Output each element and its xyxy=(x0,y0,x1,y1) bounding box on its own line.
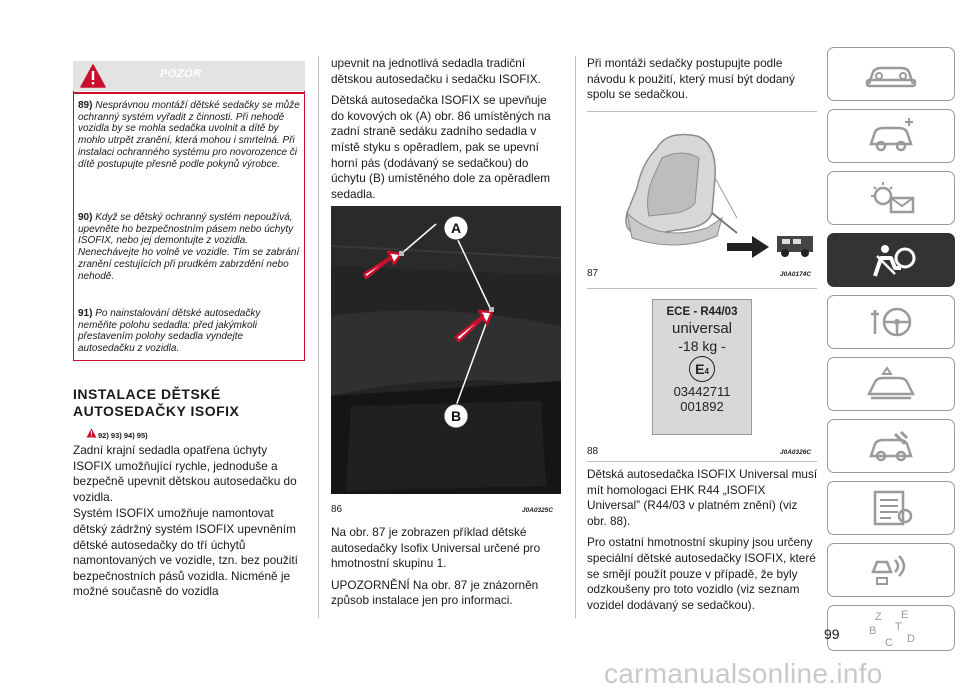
column-2-text xyxy=(331,56,563,208)
watermark: carmanualsonline.info xyxy=(604,658,883,689)
figure-87-number: 87 xyxy=(587,268,599,279)
paragraph: upevnit na jednotlivá sedadla tradiční dětskou autosedačku i sedačku ISOFIX. xyxy=(331,56,541,86)
figure-88-code: J0A0326C xyxy=(780,449,812,456)
svg-text:T: T xyxy=(895,621,902,633)
maintenance-icon[interactable] xyxy=(827,419,955,473)
steering-starting-icon[interactable] xyxy=(827,295,955,349)
page-number: 99 xyxy=(824,626,840,642)
figure-86-code: J0A0325C xyxy=(522,507,554,514)
child-seat-illustration xyxy=(587,118,817,258)
warning-title: POZOR xyxy=(160,68,202,80)
label-weight: -18 kg - xyxy=(678,338,726,354)
label-standard: ECE - R44/03 xyxy=(666,306,738,318)
column-divider xyxy=(318,56,319,618)
section-heading: INSTALACE DĚTSKÉ AUTOSEDAČKY ISOFIX xyxy=(73,386,240,419)
paragraph: Dětská autosedačka ISOFIX Universal musí mít homologaci EHK R44 „ISOFIX Universal” (R44/03 v platném znění) (viz obr. 88). xyxy=(587,467,818,528)
label-a: A xyxy=(450,220,462,236)
warning-references: 92) 93) 94) 95) xyxy=(98,431,148,440)
svg-text:C: C xyxy=(885,637,893,649)
label-b: B xyxy=(450,408,462,424)
column-1-text xyxy=(73,443,305,606)
warning-item-91: 91) Po nainstalování dětské autosedačky neměňte polohu sedadla: před jakýmkoli přestavením polohy sedadla vyndejte autosedačku z vozidla. xyxy=(78,308,261,355)
airbag-safety-icon[interactable] xyxy=(827,233,955,287)
car-dashboard-icon[interactable] xyxy=(827,47,955,101)
figure-divider xyxy=(587,111,817,112)
figure-divider xyxy=(587,461,817,462)
paragraph: Při montáži sedačky postupujte podle návodu k použití, který musí být dodaný spolu se sedačkou. xyxy=(587,56,795,102)
warning-item-89: 89) Nesprávnou montáží dětské sedačky se může ochranný systém vyřadit z činnosti. Při nehodě vozidla by se mohla sedačka uvolnit a dítě by mohlo utrpět zranění, která mohou i smrtelná. Při instalaci ochranného systému pro novorozence či dítě postupujte přesně podle pokynů výrobce. xyxy=(78,100,300,170)
label-number-1: 03442711 xyxy=(673,384,731,399)
label-class: universal xyxy=(671,320,733,337)
warning-ref-icon xyxy=(86,428,97,438)
index-icon[interactable] xyxy=(827,605,955,651)
warning-item-90: 90) Když se dětský ochranný systém nepoužívá, upevněte ho bezpečnostním pásem nebo úchyty ISOFIX, nebo jej demontujte z vozidla. Nenechávejte ho volně ve vozidle. Tím se zabrání zranění cestujících při prudkém zabrzdění nebo nehodě. xyxy=(78,212,300,282)
figure-divider xyxy=(587,288,817,289)
e-mark-icon: E4 xyxy=(689,356,715,382)
svg-text:Z: Z xyxy=(875,611,882,623)
paragraph: Na obr. 87 je zobrazen příklad dětské autosedačky Isofix Universal určené pro hmotnostní skupinu 1. xyxy=(331,525,541,571)
paragraph: Dětská autosedačka ISOFIX se upevňuje do kovových ok (A) obr. 86 umístěných na zadní straně sedáku zadního sedadla v místě styku s opěradlem, pak se upevní horní pás (dodávaný se sedačkou) do úchytu (B) umístěného dole za opěradlem sedadla. xyxy=(331,93,551,201)
column-3-text xyxy=(587,56,819,109)
emergency-icon[interactable] xyxy=(827,357,955,411)
column-3-text-lower xyxy=(587,467,819,619)
paragraph: Systém ISOFIX umožňuje namontovat dětský zádržný systém ISOFIX upevněním dětské autosedačky do tří úchytů namontovaných ve vozidle, tzn. bez použití bezpečnostních pásů vozidla. Nicméně je možné současně do vozidla xyxy=(73,506,298,599)
column-divider xyxy=(575,56,576,618)
homologation-label xyxy=(652,299,752,435)
paragraph: Pro ostatní hmotnostní skupiny jsou určeny speciální dětské autosedačky ISOFIX, které se smějí použít pouze v případě, že byly odzkoušeny pro toto vozidlo (viz seznam vozidel dodávaný se sedačkou). xyxy=(587,535,816,612)
warning-triangle-icon xyxy=(80,64,106,88)
warning-divider xyxy=(73,92,305,94)
svg-text:E: E xyxy=(901,609,909,621)
label-number-2: 001892 xyxy=(680,399,724,414)
column-2-text-lower xyxy=(331,525,563,615)
svg-text:B: B xyxy=(869,625,877,637)
car-keys-icon[interactable] xyxy=(827,109,955,163)
figure-88-number: 88 xyxy=(587,446,599,457)
paragraph: UPOZORNĚNÍ Na obr. 87 je znázorněn způsob instalace jen pro informaci. xyxy=(331,577,539,608)
paragraph: Zadní krajní sedadla opatřena úchyty ISOFIX umožňující rychle, jednoduše a bezpečně upevnit dětskou autosedačku do vozidla. xyxy=(73,443,297,504)
isofix-anchor-photo xyxy=(331,206,561,494)
figure-86-number: 86 xyxy=(331,504,343,515)
technical-data-icon[interactable] xyxy=(827,481,955,535)
multimedia-icon[interactable] xyxy=(827,543,955,597)
lights-message-icon[interactable] xyxy=(827,171,955,225)
figure-87-code: J0A0174C xyxy=(780,271,812,278)
svg-text:D: D xyxy=(907,633,915,645)
